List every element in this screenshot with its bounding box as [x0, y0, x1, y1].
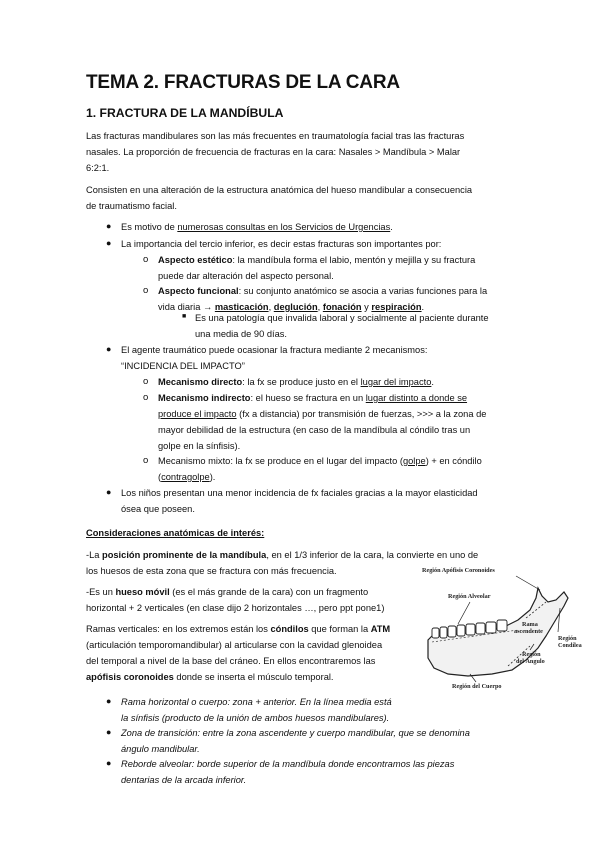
list-item-line: “INCIDENCIA DEL IMPACTO” [121, 361, 245, 371]
function-term: fonación [322, 302, 362, 312]
circle-bullet-icon: o [143, 376, 149, 387]
label-coronoides: Región Apófisis Coronoides [422, 567, 495, 574]
list-item [158, 453, 482, 469]
label-rama-2: ascendente [514, 628, 543, 635]
circle-bullet-icon: o [143, 455, 149, 466]
label-cuerpo: Región del Cuerpo [452, 683, 502, 690]
bullet-icon: ● [106, 221, 112, 231]
label-region-condilea-2: Condílea [558, 642, 582, 649]
text: Es motivo de [121, 222, 178, 232]
list-item-line: puede dar alteración del aspecto personal. [158, 271, 334, 281]
list-item: Rama horizontal o cuerpo: zona + anterior. En la línea media está [121, 697, 392, 707]
paragraph-line: de traumatismo facial. [86, 201, 177, 211]
function-term: respiración [371, 302, 422, 312]
subsection-heading: Consideraciones anatómicas de interés: [86, 528, 265, 538]
list-item [158, 374, 434, 390]
text: Mecanismo mixto: la fx se produce en el lugar del impacto ( [158, 456, 403, 466]
page-title: TEMA 2. FRACTURAS DE LA CARA [86, 72, 400, 93]
list-item-line: mayor debilidad de la estructura (en caso de la mandíbula al cóndilo tras un [158, 425, 471, 435]
paragraph-line [86, 584, 368, 600]
paragraph-line [86, 547, 478, 563]
list-item [121, 219, 393, 235]
text: : su conjunto anatómico se asocia a varias funciones para la [238, 286, 488, 296]
list-item [158, 252, 475, 268]
text: : la fx se produce justo en el [242, 377, 361, 387]
text: . [431, 377, 434, 387]
list-item-line: dentarias de la arcada inferior. [121, 775, 247, 785]
list-item: Reborde alveolar: borde superior de la mandíbula donde encontramos las piezas [121, 759, 455, 769]
paragraph-line: nasales. La proporción de frecuencia de fracturas en la cara: Nasales > Mandíbula > Malar [86, 147, 461, 157]
circle-bullet-icon: o [143, 392, 149, 403]
text: que forman la [308, 624, 371, 634]
text: : el hueso se fractura en un [250, 393, 366, 403]
bullet-icon: ● [106, 758, 112, 768]
list-item-line [158, 469, 215, 485]
bold-text: Aspecto funcional [158, 286, 239, 296]
text: ( [158, 472, 162, 482]
text: (fx a distancia) por transmisión de fuerzas, >>> a la zona de [236, 409, 487, 419]
bold-text: cóndilos [270, 624, 309, 634]
list-item-line: ángulo mandibular. [121, 744, 200, 754]
paragraph-line: (articulación temporomandibular) al articularse con la cavidad glenoidea [86, 640, 383, 650]
function-term: deglución [273, 302, 318, 312]
circle-bullet-icon: o [143, 285, 149, 296]
bullet-icon: ● [106, 344, 112, 354]
list-item: Es una patología que invalida laboral y socialmente al paciente durante [195, 313, 489, 323]
underlined-text: lugar del impacto [360, 377, 432, 387]
underlined-text: contragolpe [161, 472, 210, 482]
list-item: La importancia del tercio inferior, es decir estas fracturas son importantes por: [121, 239, 442, 249]
label-alveolar: Región Alveolar [448, 593, 491, 600]
bold-text: Mecanismo indirecto [158, 393, 251, 403]
list-item-line: ósea que poseen. [121, 504, 195, 514]
bullet-icon: ● [106, 696, 112, 706]
text: Ramas verticales: en los extremos están los [86, 624, 271, 634]
bold-text: Aspecto estético [158, 255, 233, 265]
text: . [421, 302, 425, 312]
paragraph-line [86, 621, 390, 637]
list-item: El agente traumático puede ocasionar la fractura mediante 2 mecanismos: [121, 345, 428, 355]
underlined-text: golpe [402, 456, 426, 466]
text: , en el 1/3 inferior de la cara, la convierte en uno de [266, 550, 479, 560]
function-term: masticación [214, 302, 269, 312]
text: (es el más grande de la cara) con un fragmento [169, 587, 369, 597]
bold-text: apófisis coronoides [86, 672, 174, 682]
label-region-condilea-1: Región [558, 635, 577, 642]
bold-text: ATM [370, 624, 391, 634]
bullet-icon: ● [106, 238, 112, 248]
circle-bullet-icon: o [143, 254, 149, 265]
text: -Es un [86, 587, 116, 597]
underlined-text: lugar distinto a donde se [365, 393, 468, 403]
list-item-line: la sínfisis (producto de la unión de ambos huesos mandibulares). [121, 713, 390, 723]
text: y [361, 302, 372, 312]
underlined-text: produce el impacto [158, 409, 237, 419]
text: vida diaria → [158, 302, 215, 312]
text: donde se inserta el músculo temporal. [173, 672, 334, 682]
text: : la mandíbula forma el labio, mentón y mejilla y su fractura [232, 255, 476, 265]
list-item [158, 390, 467, 406]
text: -La [86, 550, 103, 560]
underlined-text: numerosas consultas en los Servicios de Urgencias [177, 222, 391, 232]
square-bullet-icon: ■ [182, 313, 187, 320]
section-heading: 1. FRACTURA DE LA MANDÍBULA [86, 106, 284, 120]
paragraph-line: Consisten en una alteración de la estructura anatómica del hueso mandibular a consecuencia [86, 185, 473, 195]
bullet-icon: ● [106, 487, 112, 497]
paragraph-line: Las fracturas mandibulares son las más frecuentes en traumatología facial tras las fracturas [86, 131, 465, 141]
paragraph-line: los huesos de esta zona que se fractura con más frecuencia. [86, 566, 337, 576]
label-rama-1: Rama [522, 621, 538, 628]
mandible-diagram [418, 562, 582, 694]
bullet-icon: ● [106, 727, 112, 737]
list-item-line [158, 406, 486, 422]
paragraph-line: 6:2:1. [86, 163, 110, 173]
label-angulo-2: del Ángulo [516, 658, 545, 665]
text: . [390, 222, 393, 232]
list-item: Los niños presentan una menor incidencia de fx faciales gracias a la mayor elasticidad [121, 488, 478, 498]
paragraph-line: horizontal + 2 verticales (en clase dijo 2 horizontales …, pero ppt pone1) [86, 603, 385, 613]
bold-text: Mecanismo directo [158, 377, 243, 387]
list-item-line: una media de 90 días. [195, 329, 288, 339]
label-angulo-1: Región [522, 651, 541, 658]
paragraph-line [86, 669, 334, 685]
list-item-line: golpe en la sínfisis). [158, 441, 241, 451]
list-item [158, 283, 487, 299]
list-item: Zona de transición: entre la zona ascendente y cuerpo mandibular, que se denomina [121, 728, 470, 738]
bold-text: posición prominente de la mandíbula [102, 550, 267, 560]
list-item-line: vida diaria → masticación, deglución, fonación y respiración. [158, 302, 425, 312]
text: ). [209, 472, 216, 482]
paragraph-line: del temporal a nivel de la base del cráneo. En ellos encontraremos las [86, 656, 376, 666]
text: ) + en cóndilo [425, 456, 482, 466]
bold-text: hueso móvil [115, 587, 170, 597]
